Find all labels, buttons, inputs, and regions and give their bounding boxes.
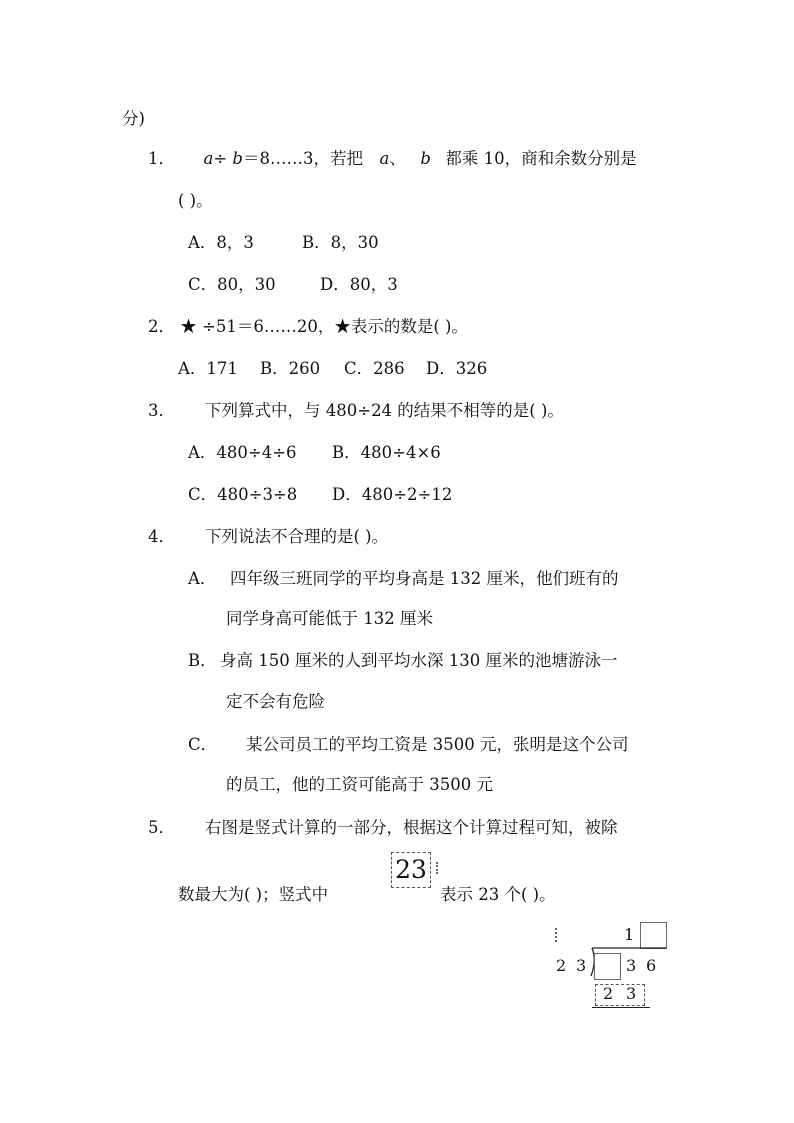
option-a: A．480÷4÷6 (188, 443, 297, 462)
question-number: 3． (148, 401, 175, 420)
divisor-digit: 2 (556, 956, 567, 975)
quotient-blank-box (640, 922, 667, 949)
question-number: 1． (148, 149, 175, 168)
subtrahend-digit: 2 (603, 984, 614, 1003)
question-number: 4． (148, 527, 175, 546)
option-a-line-2: 同学身高可能低于 132 厘米 (226, 609, 433, 628)
subtraction-line (592, 1007, 650, 1008)
option-d: D．80，3 (320, 275, 398, 294)
variable-b: b (232, 149, 243, 168)
dotted-mark (555, 928, 559, 942)
option-b: B．260 (260, 359, 321, 378)
question-1-tail: 都乘 10，商和余数分别是 (445, 149, 637, 168)
option-b: B．8，30 (302, 233, 379, 252)
option-c: C．80，30 (188, 275, 276, 294)
question-4-text: 下列说法不合理的是( )。 (205, 527, 389, 546)
answer-blank: ( )。 (178, 191, 213, 210)
option-b: B．480÷4×6 (332, 443, 441, 462)
subtrahend-digit: 3 (626, 984, 637, 1003)
quotient-digit: 1 (624, 925, 635, 944)
question-1-stem (148, 148, 637, 170)
option-d: D．480÷2÷12 (332, 485, 453, 504)
variable-a: a (203, 149, 214, 168)
separator: 、 (389, 149, 406, 168)
option-b-label: B． (188, 651, 217, 670)
star-icon: ★ (180, 317, 197, 336)
dotted-mark (436, 862, 440, 874)
question-3-text: 下列算式中，与 480÷24 的结果不相等的是( )。 (205, 401, 564, 420)
header-fragment: 分) (122, 109, 145, 128)
equation-text: ＝8……3，若把 (242, 149, 363, 168)
option-a: A．171 (178, 359, 238, 378)
option-a-label: A． (188, 569, 217, 588)
option-c: C．286 (344, 359, 405, 378)
option-a: A．8，3 (188, 233, 254, 252)
boxed-number: 23 (391, 852, 431, 888)
variable-b: b (420, 149, 431, 168)
division-sign: ÷ (213, 149, 228, 168)
question-5-line-2b: 表示 23 个( )。 (440, 885, 556, 904)
question-5-line-2a: 数最大为( )；竖式中 (178, 885, 329, 904)
dividend-blank-box (594, 953, 621, 980)
dividend-digit: 3 (626, 956, 637, 975)
option-c-line-2: 的员工，他的工资可能高于 3500 元 (226, 775, 493, 794)
variable-a: a (379, 149, 390, 168)
option-c-line-1: 某公司员工的平均工资是 3500 元，张明是这个公司 (246, 735, 629, 754)
question-number: 2． (148, 317, 175, 336)
dividend-digit: 6 (646, 956, 657, 975)
question-5-line-1: 右图是竖式计算的一部分，根据这个计算过程可知，被除 (205, 818, 618, 837)
option-c-label: C． (188, 735, 218, 754)
question-2-text: ÷51＝6……20，★表示的数是( )。 (202, 317, 468, 336)
option-a-line-1: 四年级三班同学的平均身高是 132 厘米，他们班有的 (230, 569, 619, 588)
option-c: C．480÷3÷8 (188, 485, 298, 504)
question-number: 5． (148, 818, 175, 837)
option-b-line-1: 身高 150 厘米的人到平均水深 130 厘米的池塘游泳一 (220, 651, 618, 670)
divisor-digit: 3 (576, 956, 587, 975)
question-2-stem (148, 316, 468, 338)
option-d: D．326 (426, 359, 488, 378)
option-b-line-2: 定不会有危险 (226, 692, 325, 711)
